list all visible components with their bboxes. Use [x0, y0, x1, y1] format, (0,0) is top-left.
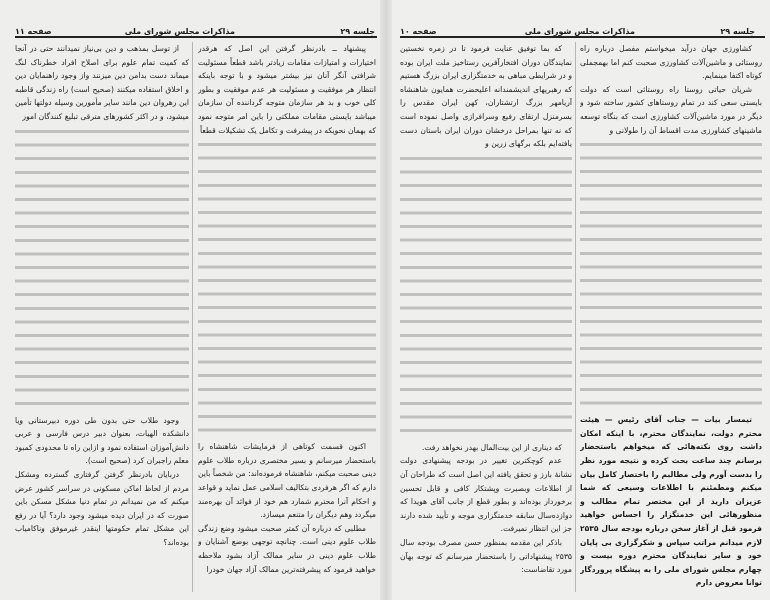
paragraph: دربایان بادرنظر گرفتن گرفتاری گسترده ومشکل مردم از لحاظ اماکن مسکونی در سراسر کشور عرض میکنم که من نمیدانم در تمام دنیا مشکل مسکن باین صورت که در ایران دیده میشود وجود دارد؟ آیا در رفع این مشکل تمام حکومتها اینقدر غیرموفق وناکامیاب بوده‌اند؟	[15, 469, 189, 547]
right-page	[385, 0, 770, 600]
session-number: جلسه ۲۹	[340, 27, 375, 36]
text-body	[15, 126, 189, 412]
header-rule	[400, 36, 765, 38]
text-body	[580, 139, 762, 411]
header-title: مذاکرات مجلس شورای ملی	[524, 27, 635, 36]
session-number: جلسه ۲۹	[720, 27, 755, 36]
text-body	[400, 153, 572, 439]
paragraph: باذکر این مقدمه بمنظور حسن مصرف بودجه سال ۲۵۳۵ پیشنهاداتی را باستحضار میرسانم که توجه بهآن مورد تقاضاست:	[400, 537, 572, 575]
paragraph: وجود طلاب حتی بدون طی دوره دبیرستانی ویا دانشکده الهیات، بعنوان دبیر درس فارسی و عربی دانش‌آموزان استفاده نمود و ازاین راه تا محدودی کمبود معلم راجبران کرد (صحیح است).	[15, 415, 189, 466]
paragraph: کشاورزی جهان درآید میخواستم مفصل درباره راه روستائی و ماشین‌آلات کشاورزی صحبت کنم اما بهمجملی کوتاه اکتفا مینمایم.	[580, 44, 762, 81]
column-right	[580, 42, 762, 594]
text-body	[198, 139, 376, 438]
column-divider	[192, 42, 193, 592]
header-rule	[15, 36, 377, 38]
paragraph: مطلبی که درباره آن کمتر صحبت میشود وضع زندگی طلاب علوم دینی است. چنانچه توجهی بوضع آشنایان و طلاب علوم دینی در سایر ممالک آزاد بشود ملاحظه خواهید فرمود که پیشرفته‌ترین ممالک آزاد جهان خودرا	[198, 523, 376, 574]
column-divider	[575, 42, 576, 592]
paragraph: عدم کوچکترین تغییر در بودجه پیشنهادی دولت نشانهٔ بارز و تحقق یافته این اصل است که طراحان آن از اطلاعات وبصیرت وپشتکار کافی و قابل تحسین برخوردار بوده‌اند و بطور قطع از جانب آقای هویدا که دوازده‌سال سابقه خدمتگزاری موجه و تأیید شده دارند جز این انتظار نمیرفت.	[400, 456, 572, 534]
column-right	[198, 42, 376, 594]
paragraph: که دیناری از این بیت‌المال بهدر نخواهد رفت.	[421, 442, 562, 452]
speaker-paragraph: تیمسار بیات — جناب آقای رئیس — هیئت محترم دولت، نمایندگان محترم، با اینکه امکان داشت روی نکته‌هائی که میخواهم باستحضار برسانم چند ساعت بحث کرده و نتیجه مورد نظر را بدست آورم ولی مطالبم را باختصار کامل بیان میکنم ومطمئنم با اطلاعات وسیعی که شما عزیزان دارید از این مختصر تمام مطالب و منظورهائی این خدمتگزار را احساس خواهید فرمود قبل از آغاز سخن درباره بودجه سال ۲۵۳۵ لازم میدانم مراتب سپاس و شکرگزاری بی پایان خود و سایر نمایندگان محترم دوره بیست و چهارم مجلس شورای ملی را به پیشگاه پروردگار توانا معروض دارم	[580, 415, 762, 588]
paragraph: پیشنهاد ــ بادرنظر گرفتن این اصل که هرقدر اختیارات و امتیازات مقامات زیادتر باشد قطعاً مسئولیت شرافتی آنگر آنان نیز بیشتر میشود و با توجه باینکه انتظار هر موفقیت و مسئولیت هر عدم موفقیت و بطور کلی خوب و بد هر سازمان متوجه گرداننده آن سازمان میباشد بایستی مقامات مملکتی را باین امر متوجه نمود که بهمان نحویکه در پیشرفت و تکامل یک تشکیلات قطعاً	[198, 44, 376, 135]
paragraph: که بما توفیق عنایت فرمود تا در زمره نخستین نمایندگان دوران افتخارآفرین رستاخیز ملت ایران بوده و در شرایطی مباهی به خدمتگزاری ایران بزرگ هستیم که رهبریهای اندیشمندانه اعلیحضرت همایون شاهنشاه آریامهر بزرگ ارتشتاران، کهن ایران مقدس را بسرمنزل ارتقای رفیع وسرافرازی واصل نموده است که نه تنها بمراحل درخشان دوران ایران باستان دست یافته‌ایم بلکه برگهای زرین و	[400, 44, 572, 149]
column-left	[400, 42, 572, 594]
page-gutter	[380, 0, 392, 600]
paragraph: شریان حیاتی روستا راه روستائی است که دولت بایستی سعی کند در تمام روستاهای کشور ساخته شود و دیگر در مورد ماشین‌آلات کشاورزی است که بنگاه توسعه ماشینهای کشاورزی مدت اقساط آن را طولانی و	[580, 84, 762, 135]
page-number: صفحه ۱۰	[400, 27, 437, 36]
paragraph: اکنون قسمت کوتاهی از فرمایشات شاهنشاه را باستحضار میرسانم و بسیر مختصری درباره طلاب علوم دینی صحبت میکنم، شاهنشاه فرموده‌اند: من شخصاً باین دارم که اگر هرفردی بتکالیف اسلامی عمل نماید و قواعد و احکام آنرا محترم شمارد هم خود از فوائد آن بهره‌مند میگردد وهم دیگران را متنعم میسازد.	[198, 442, 376, 520]
header-title: مذاکرات مجلس شورای ملی	[124, 27, 235, 36]
page-number: صفحه ۱۱	[15, 27, 52, 36]
column-left	[15, 42, 189, 594]
paragraph: از توسل بمذهب و دین بی‌نیاز نمیدانند حتی در آنجا که کمیت تمام علوم برای اصلاح افراد خطرناک لنگ میماند دست بدامن دین میزنند واز وجود راهنمایان دین و اخلاق استفاده میکنند (صحیح است) راه زندگی قاطبه این رهروان دین مانند سایر مأمورین وسیله دولتها تأمین میشود، و در اکثر کشورهای مترقی تبلیغ کنندگان امور	[15, 44, 189, 121]
